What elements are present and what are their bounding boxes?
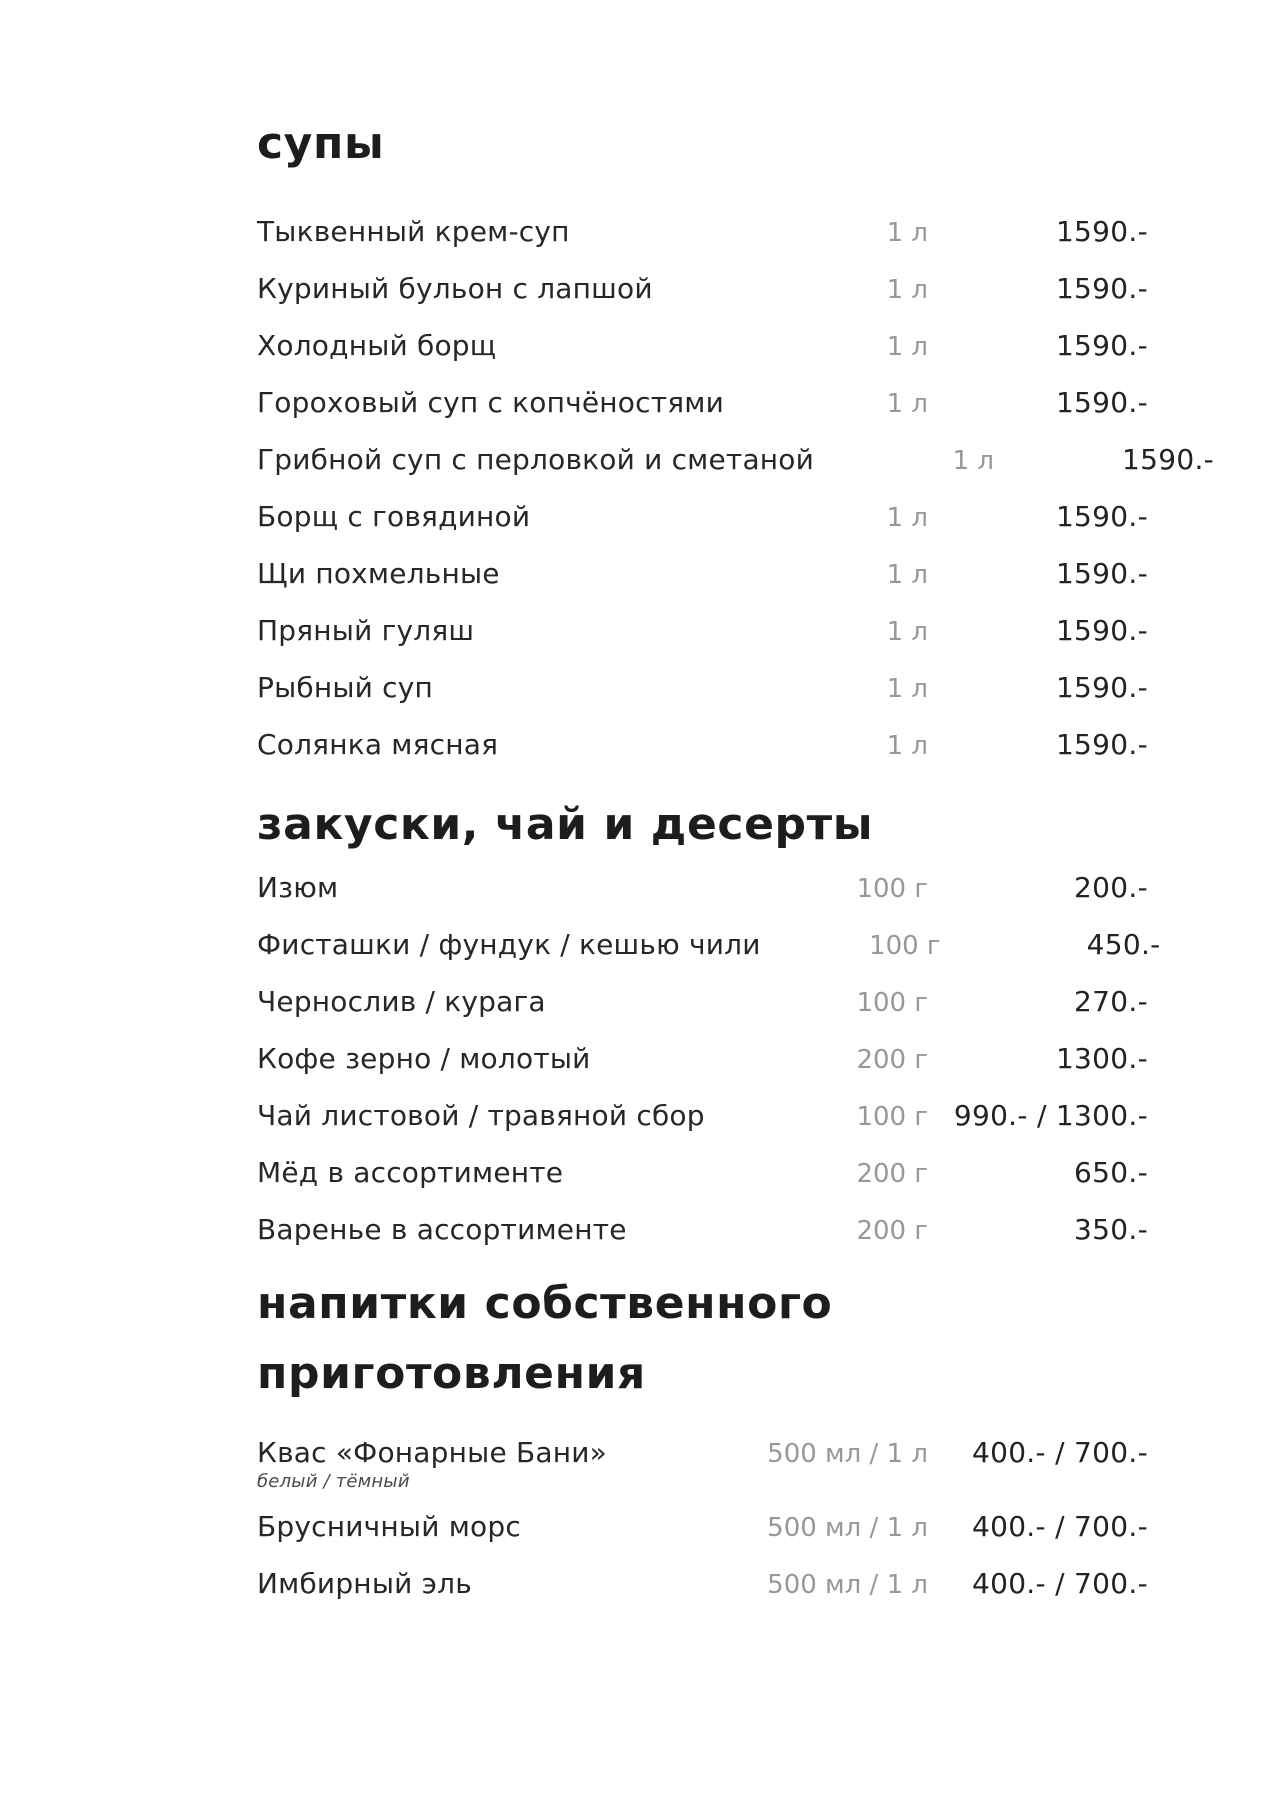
item-name-cell [257,603,748,659]
item-price: 1590.- [1055,329,1148,362]
item-name: Гороховый суп с копчёностями [257,386,725,419]
item-portion: 1 л [886,275,928,305]
item-name-cell [257,204,748,260]
item-portion: 1 л [886,617,928,647]
item-portion: 1 л [886,560,928,590]
menu-item-row [257,318,1148,375]
section-rows [257,860,1161,1259]
menu-section [257,109,1215,774]
item-name-cell [257,1031,748,1087]
item-name: Фисташки / фундук / кешью чили [257,928,761,961]
item-price: 650.- [1074,1156,1148,1189]
item-portion: 1 л [952,446,995,476]
item-name-cell [257,546,748,602]
item-name: Солянка мясная [257,728,499,761]
section-title: закуски, чай и десерты [257,799,874,850]
item-name-cell [257,1088,748,1144]
item-name: Пряный гуляш [257,614,475,647]
menu-section [257,1269,1148,1613]
item-portion: 1 л [886,218,928,248]
item-price: 1590.- [1055,215,1148,248]
item-name: Варенье в ассортименте [257,1213,627,1246]
menu-item-row [257,660,1148,717]
item-name: Куриный бульон с лапшой [257,272,653,305]
item-name: Изюм [257,871,339,904]
item-price: 1590.- [1055,500,1148,533]
item-price: 1590.- [1121,443,1215,476]
item-name: Борщ с говядиной [257,500,531,533]
menu-item-row [257,1202,1148,1259]
item-name: Рыбный суп [257,671,434,704]
item-name: Чернослив / курага [257,985,546,1018]
item-price: 400.- / 700.- [971,1510,1148,1543]
item-price: 1590.- [1055,386,1148,419]
item-price: 400.- / 700.- [971,1567,1148,1600]
item-name-cell [257,432,814,488]
menu-item-row [257,1499,1148,1556]
item-portion: 100 г [869,931,941,961]
item-name: Тыквенный крем-суп [257,215,570,248]
item-name-cell [257,1425,748,1499]
item-name: Брусничный морс [257,1510,521,1543]
menu-section [257,790,1161,1259]
menu-item-row [257,432,1215,489]
item-name-cell [257,974,748,1030]
item-name-cell [257,375,748,431]
item-name-cell [257,489,748,545]
menu-item-row [257,546,1148,603]
item-name-cell [257,1499,748,1555]
item-price: 350.- [1074,1213,1148,1246]
menu-item-row [257,717,1148,774]
item-name: Холодный борщ [257,329,497,362]
menu-item-row [257,261,1148,318]
item-name-cell [257,1556,748,1612]
menu-item-row [257,1556,1148,1613]
item-price: 1590.- [1055,728,1148,761]
menu-item-row [257,489,1148,546]
item-portion: 100 г [856,874,928,904]
menu-item-row [257,375,1148,432]
menu-sections-host [257,109,1215,1613]
menu-item-row [257,603,1148,660]
item-price: 1590.- [1055,272,1148,305]
section-title: напитки собственного приготовления [257,1278,833,1399]
item-price: 1590.- [1055,557,1148,590]
item-portion: 200 г [856,1159,928,1189]
item-name: Кофе зерно / молотый [257,1042,591,1075]
menu-item-row [257,1088,1148,1145]
item-price: 200.- [1074,871,1148,904]
item-price: 270.- [1074,985,1148,1018]
menu-item-row [257,204,1148,261]
item-name: Квас «Фонарные Бани» [257,1436,607,1469]
item-price: 400.- / 700.- [971,1436,1148,1469]
item-name-cell [257,717,748,773]
menu-item-row [257,860,1148,917]
menu-item-row [257,1425,1148,1499]
menu-item-row [257,1145,1148,1202]
item-price: 1590.- [1055,671,1148,704]
item-name-cell [257,1202,748,1258]
item-name: Грибной суп с перловкой и сметаной [257,443,815,476]
item-name-cell [257,917,761,973]
item-portion: 200 г [856,1216,928,1246]
item-portion: 1 л [886,503,928,533]
item-name-cell [257,261,748,317]
item-portion: 200 г [856,1045,928,1075]
item-portion: 500 мл / 1 л [767,1513,928,1543]
section-rows [257,1425,1148,1613]
item-name-cell [257,860,748,916]
menu-item-row [257,917,1161,974]
item-name: Имбирный эль [257,1567,472,1600]
item-name: Мёд в ассортименте [257,1156,564,1189]
item-portion: 1 л [886,731,928,761]
item-price: 450.- [1086,928,1161,961]
item-portion: 1 л [886,674,928,704]
item-portion: 100 г [856,1102,928,1132]
item-name-cell [257,660,748,716]
menu-item-row [257,974,1148,1031]
item-note: белый / тёмный [257,1471,410,1492]
item-portion: 500 мл / 1 л [767,1439,928,1469]
item-price: 990.- / 1300.- [953,1099,1148,1132]
section-rows [257,204,1215,774]
item-name-cell [257,1145,748,1201]
item-price: 1300.- [1055,1042,1148,1075]
item-name: Щи похмельные [257,557,500,590]
item-portion: 100 г [856,988,928,1018]
item-portion: 500 мл / 1 л [767,1570,928,1600]
menu-item-row [257,1031,1148,1088]
item-price: 1590.- [1055,614,1148,647]
section-title: супы [257,118,385,169]
item-name-cell [257,318,748,374]
item-portion: 1 л [886,332,928,362]
item-portion: 1 л [886,389,928,419]
item-name: Чай листовой / травяной сбор [257,1099,705,1132]
